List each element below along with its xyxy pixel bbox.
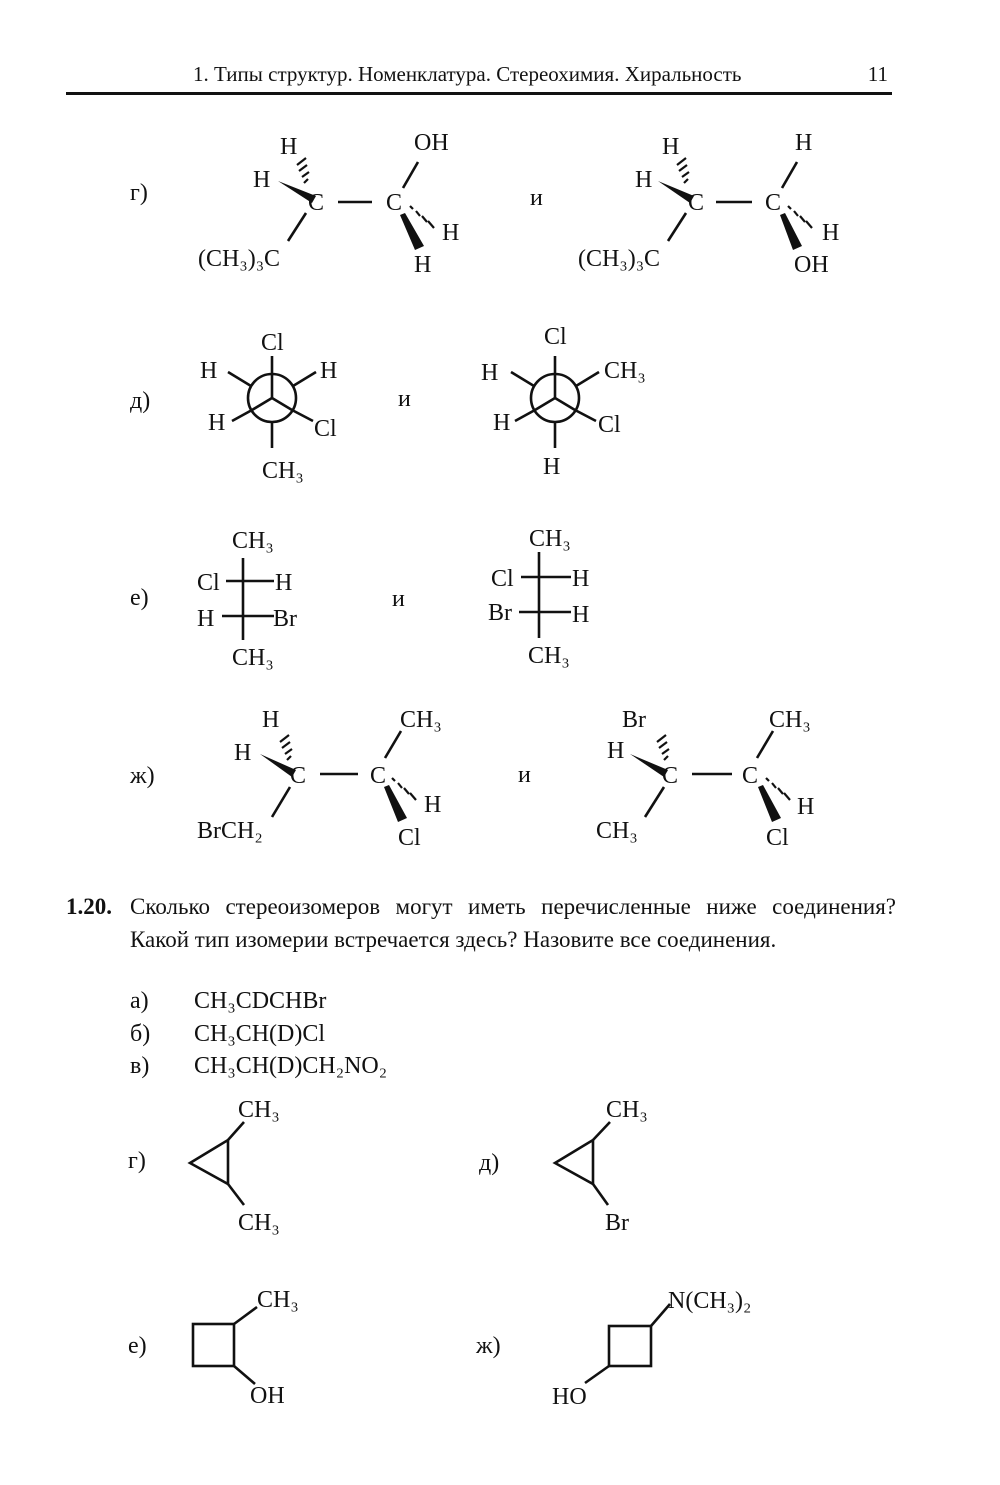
e-label: е) [130, 585, 149, 611]
zh-right-ch3: CH₃ [769, 707, 811, 733]
ring-zh-sub1: N(CH₃)₂ [668, 1288, 752, 1314]
g-right-h-top: H [662, 134, 680, 160]
zh-left-ch3: CH₃ [400, 707, 442, 733]
zh-right-group: CH₃ [596, 818, 638, 844]
d-right-upright: CH₃ [604, 358, 646, 384]
g-left-c2: C [386, 190, 403, 216]
zh-right-br: Br [622, 707, 646, 733]
problem-1-20 [66, 890, 896, 956]
ring-d-sub1: CH₃ [606, 1097, 648, 1123]
ring-d-sub2: Br [605, 1210, 629, 1236]
e-connector: и [392, 586, 405, 612]
zh-left-h-hash: H [424, 792, 442, 818]
g-label: г) [130, 180, 148, 206]
zh-right-cl: Cl [766, 825, 789, 851]
zh-right-h-hash: H [797, 794, 815, 820]
e-right-fischer [519, 552, 571, 638]
d-left-lowleft: H [208, 410, 226, 436]
ring-e-sub1: CH₃ [257, 1287, 299, 1313]
e-left-r2r: Br [273, 606, 297, 632]
ring-d-label: д) [479, 1150, 500, 1176]
zh-left-c2: C [370, 763, 387, 789]
e-right-r2r: H [572, 602, 590, 628]
e-left-r1r: H [275, 570, 293, 596]
g-connector: и [530, 185, 543, 211]
e-right-top: CH₃ [529, 526, 571, 552]
zh-left-c1: C [290, 763, 307, 789]
g-left-h-wedge: H [414, 252, 432, 278]
d-left-top: Cl [261, 330, 284, 356]
d-right-lowright: Cl [598, 412, 621, 438]
formula-label: в) [130, 1053, 150, 1079]
page-number: 11 [867, 62, 888, 86]
ring-g-label: г) [128, 1148, 146, 1174]
e-left-fischer [222, 558, 274, 640]
formula-label: а) [130, 988, 149, 1014]
zh-left-structure [260, 731, 416, 822]
g-left-h-top: H [280, 134, 298, 160]
e-right-r1l: Cl [491, 566, 514, 592]
g-right-c1: C [688, 190, 705, 216]
ring-g-sub2: CH₃ [238, 1210, 280, 1236]
ring-g [190, 1122, 244, 1205]
zh-right-structure [630, 731, 790, 822]
ring-zh [585, 1304, 670, 1383]
g-left-h-hash: H [442, 220, 460, 246]
ring-e-sub2: OH [250, 1383, 285, 1409]
g-left-group: (CH₃)₃C [198, 246, 281, 272]
e-left-top: CH₃ [232, 528, 274, 554]
g-right-h-top2: H [795, 130, 813, 156]
g-right-c2: C [765, 190, 782, 216]
d-left-newman [228, 356, 316, 448]
zh-right-c1: C [662, 763, 679, 789]
zh-right-c2: C [742, 763, 759, 789]
formula-text: CH₃CH(D)Cl [194, 1021, 326, 1047]
d-right-lowleft: H [493, 410, 511, 436]
e-left-bottom: CH₃ [232, 645, 274, 671]
zh-left-cl: Cl [398, 825, 421, 851]
zh-left-group: BrCH₂ [197, 818, 263, 844]
d-left-upleft: H [200, 358, 218, 384]
ring-zh-sub2: HO [552, 1384, 587, 1410]
zh-right-h-left: H [607, 738, 625, 764]
d-left-upright: H [320, 358, 338, 384]
d-right-bottom: H [543, 454, 561, 480]
d-left-lowright: Cl [314, 416, 337, 442]
zh-connector: и [518, 762, 531, 788]
ring-e-label: е) [128, 1333, 147, 1359]
g-right-group: (CH₃)₃C [578, 246, 661, 272]
d-right-newman [511, 356, 599, 448]
ring-zh-label: ж) [476, 1333, 501, 1359]
d-left-bottom: CH₃ [262, 458, 304, 484]
g-left-oh: OH [414, 130, 449, 156]
d-connector: и [398, 386, 411, 412]
g-left-h-left: H [253, 167, 271, 193]
e-left-r2l: H [197, 606, 215, 632]
formula-text: CH₃CH(D)CH₂NO₂ [194, 1053, 388, 1079]
ring-d [555, 1122, 610, 1205]
formula-label: б) [130, 1021, 151, 1047]
ring-e [193, 1307, 257, 1384]
d-right-top: Cl [544, 324, 567, 350]
e-right-r1r: H [572, 566, 590, 592]
e-left-r1l: Cl [197, 570, 220, 596]
problem-text: Сколько стереоизомеров могут иметь перечисленные ниже соединения? Какой тип изомерии встречается здесь? Назовите все соединения. [130, 894, 896, 952]
formula-text: CH₃CDCHBr [194, 988, 327, 1014]
header-title: 1. Типы структур. Номенклатура. Стереохимия. Хиральность [193, 62, 742, 86]
e-right-r2l: Br [488, 600, 512, 626]
d-right-upleft: H [481, 360, 499, 386]
g-right-h-hash: H [822, 220, 840, 246]
g-right-oh: OH [794, 252, 829, 278]
zh-label: ж) [130, 763, 155, 789]
g-left-structure [278, 158, 434, 250]
g-left-c1: C [308, 190, 325, 216]
d-label: д) [130, 388, 151, 414]
g-right-h-left: H [635, 167, 653, 193]
ring-g-sub1: CH₃ [238, 1097, 280, 1123]
zh-left-h-left: H [234, 740, 252, 766]
e-right-bottom: CH₃ [528, 643, 570, 669]
zh-left-h-top: H [262, 707, 280, 733]
g-right-structure [658, 158, 812, 250]
problem-number: 1.20. [66, 894, 112, 919]
